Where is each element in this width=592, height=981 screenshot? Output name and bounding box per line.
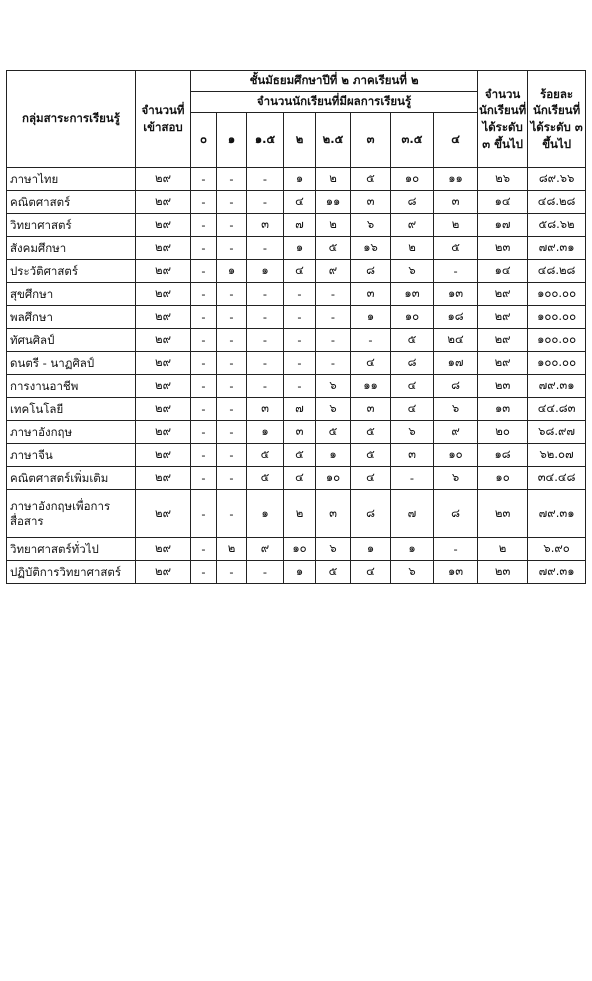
grade-count-cell: ๕ — [434, 237, 478, 260]
grade-count-cell: - — [316, 329, 351, 352]
grade-count-cell: - — [191, 421, 217, 444]
grade-count-cell: ๙ — [316, 260, 351, 283]
percent-above-cell: ๖๒.๐๗ — [528, 444, 586, 467]
percent-above-header: ร้อยละนักเรียนที่ได้ระดับ ๓ ขึ้นไป — [528, 71, 586, 168]
table-row — [7, 538, 586, 561]
subject-cell: ประวัติศาสตร์ — [7, 260, 136, 283]
grade-count-cell: - — [217, 398, 247, 421]
grade-count-cell: - — [247, 283, 284, 306]
subject-cell: คณิตศาสตร์เพิ่มเติม — [7, 467, 136, 490]
exam-count-header: จำนวนที่เข้าสอบ — [136, 71, 191, 168]
grade-count-cell: - — [191, 191, 217, 214]
grade-count-cell: ๒๔ — [434, 329, 478, 352]
grade-count-cell: - — [217, 237, 247, 260]
grade-count-cell: ๔ — [284, 467, 316, 490]
grade-count-cell: ๓ — [351, 191, 391, 214]
count-above-cell: ๑๗ — [478, 214, 528, 237]
subject-cell: ภาษาไทย — [7, 168, 136, 191]
grade-header: ๓.๕ — [391, 113, 434, 168]
grade-summary-table — [6, 70, 586, 584]
grade-count-cell: - — [434, 260, 478, 283]
grade-count-cell: - — [217, 191, 247, 214]
grade-count-cell: - — [247, 561, 284, 584]
grade-header: ๔ — [434, 113, 478, 168]
grade-count-cell: ๑๐ — [434, 444, 478, 467]
grade-count-cell: - — [217, 490, 247, 538]
grade-count-cell: ๑๗ — [434, 352, 478, 375]
exam-count-cell: ๒๙ — [136, 421, 191, 444]
exam-count-cell: ๒๙ — [136, 467, 191, 490]
grade-count-cell: - — [191, 329, 217, 352]
grade-count-cell: - — [217, 306, 247, 329]
table-row — [7, 168, 586, 191]
count-above-cell: ๒๖ — [478, 168, 528, 191]
grade-count-cell: - — [191, 398, 217, 421]
grade-count-cell: ๘ — [434, 375, 478, 398]
grade-count-cell: - — [191, 561, 217, 584]
subject-cell: ทัศนศิลป์ — [7, 329, 136, 352]
grade-count-cell: - — [217, 214, 247, 237]
grade-count-cell: ๖ — [351, 214, 391, 237]
grade-count-cell: ๔ — [351, 561, 391, 584]
table-row — [7, 490, 586, 538]
exam-count-cell: ๒๙ — [136, 538, 191, 561]
count-above-cell: ๒ — [478, 538, 528, 561]
subject-cell: สังคมศึกษา — [7, 237, 136, 260]
exam-count-cell: ๒๙ — [136, 375, 191, 398]
exam-count-cell: ๒๙ — [136, 329, 191, 352]
grade-count-cell: - — [191, 168, 217, 191]
grade-count-cell: ๘ — [351, 490, 391, 538]
exam-count-cell: ๒๙ — [136, 168, 191, 191]
grade-count-cell: - — [434, 538, 478, 561]
grade-header: ๒.๕ — [316, 113, 351, 168]
grade-count-cell: ๖ — [391, 260, 434, 283]
grade-count-cell: ๕ — [316, 237, 351, 260]
grade-count-cell: ๔ — [391, 398, 434, 421]
exam-count-cell: ๒๙ — [136, 283, 191, 306]
grade-count-cell: - — [217, 421, 247, 444]
grade-count-cell: - — [217, 467, 247, 490]
table-row — [7, 214, 586, 237]
grade-count-cell: - — [247, 329, 284, 352]
grade-count-cell: - — [217, 283, 247, 306]
grade-count-cell: - — [191, 490, 217, 538]
percent-above-cell: ๑๐๐.๐๐ — [528, 329, 586, 352]
grade-header: ๓ — [351, 113, 391, 168]
percent-above-cell: ๑๐๐.๐๐ — [528, 283, 586, 306]
grade-count-cell: ๓ — [316, 490, 351, 538]
grade-count-cell: ๑๑ — [316, 191, 351, 214]
count-above-cell: ๒๓ — [478, 375, 528, 398]
table-row — [7, 191, 586, 214]
subject-cell: ปฏิบัติการวิทยาศาสตร์ — [7, 561, 136, 584]
percent-above-cell: ๑๐๐.๐๐ — [528, 306, 586, 329]
grade-count-cell: ๑๐ — [284, 538, 316, 561]
grade-count-cell: ๘ — [434, 490, 478, 538]
grade-count-cell: - — [284, 283, 316, 306]
grade-count-cell: ๑ — [217, 260, 247, 283]
grade-count-cell: ๕ — [316, 561, 351, 584]
grade-count-cell: - — [247, 191, 284, 214]
grade-count-cell: ๒ — [284, 490, 316, 538]
table-row — [7, 375, 586, 398]
grade-count-cell: - — [247, 352, 284, 375]
grade-count-cell: - — [191, 237, 217, 260]
subject-cell: วิทยาศาสตร์ทั่วไป — [7, 538, 136, 561]
grade-count-cell: - — [191, 352, 217, 375]
grade-count-cell: ๑ — [351, 306, 391, 329]
table-row — [7, 398, 586, 421]
exam-count-cell: ๒๙ — [136, 561, 191, 584]
grade-count-cell: ๒ — [316, 214, 351, 237]
grade-count-cell: ๑๘ — [434, 306, 478, 329]
exam-count-cell: ๒๙ — [136, 191, 191, 214]
grade-count-cell: - — [191, 467, 217, 490]
count-above-cell: ๒๙ — [478, 306, 528, 329]
exam-count-cell: ๒๙ — [136, 490, 191, 538]
grade-count-cell: ๓ — [434, 191, 478, 214]
grade-count-cell: ๕ — [351, 444, 391, 467]
grade-count-cell: - — [191, 306, 217, 329]
grade-count-cell: ๑๓ — [434, 283, 478, 306]
percent-above-cell: ๗๙.๓๑ — [528, 237, 586, 260]
table-row — [7, 421, 586, 444]
percent-above-cell: ๕๘.๖๒ — [528, 214, 586, 237]
grade-count-cell: ๕ — [351, 421, 391, 444]
grade-count-cell: ๗ — [391, 490, 434, 538]
grade-count-cell: ๒ — [316, 168, 351, 191]
exam-count-cell: ๒๙ — [136, 306, 191, 329]
grade-count-cell: - — [217, 352, 247, 375]
grade-count-cell: ๒ — [391, 237, 434, 260]
grade-count-cell: - — [284, 306, 316, 329]
percent-above-cell: ๘๙.๖๖ — [528, 168, 586, 191]
grade-count-cell: ๓ — [247, 398, 284, 421]
grade-count-cell: - — [316, 283, 351, 306]
grade-count-cell: ๓ — [284, 421, 316, 444]
exam-count-cell: ๒๙ — [136, 237, 191, 260]
count-above-cell: ๑๔ — [478, 260, 528, 283]
grade-header: ๑ — [217, 113, 247, 168]
grade-count-cell: - — [247, 168, 284, 191]
grade-count-cell: ๑๑ — [434, 168, 478, 191]
grade-count-cell: - — [191, 538, 217, 561]
subject-cell: เทคโนโลยี — [7, 398, 136, 421]
count-above-cell: ๑๔ — [478, 191, 528, 214]
grade-count-cell: ๑๓ — [391, 283, 434, 306]
count-above-cell: ๒๙ — [478, 329, 528, 352]
subject-group-header: กลุ่มสาระการเรียนรู้ — [7, 71, 136, 168]
percent-above-cell: ๔๘.๒๘ — [528, 191, 586, 214]
table-row — [7, 283, 586, 306]
grade-count-cell: - — [191, 375, 217, 398]
result-title-header: จำนวนนักเรียนที่มีผลการเรียนรู้ — [191, 92, 478, 113]
grade-count-cell: ๓ — [391, 444, 434, 467]
grade-count-cell: ๖ — [316, 398, 351, 421]
grade-count-cell: ๕ — [391, 329, 434, 352]
grade-count-cell: ๔ — [391, 375, 434, 398]
grade-count-cell: - — [247, 375, 284, 398]
grade-count-cell: - — [191, 260, 217, 283]
percent-above-cell: ๔๔.๘๓ — [528, 398, 586, 421]
table-body — [7, 168, 586, 584]
table-row — [7, 561, 586, 584]
grade-header: ๐ — [191, 113, 217, 168]
table-row — [7, 467, 586, 490]
count-above-cell: ๒๙ — [478, 352, 528, 375]
grade-header: ๑.๕ — [247, 113, 284, 168]
subject-cell: วิทยาศาสตร์ — [7, 214, 136, 237]
grade-count-cell: ๘ — [391, 352, 434, 375]
grade-count-cell: ๒ — [217, 538, 247, 561]
grade-count-cell: ๔ — [351, 352, 391, 375]
grade-count-cell: ๖ — [391, 421, 434, 444]
grade-count-cell: ๕ — [247, 467, 284, 490]
grade-count-cell: ๑๓ — [434, 561, 478, 584]
term-title-header: ชั้นมัธยมศึกษาปีที่ ๒ ภาคเรียนที่ ๒ — [191, 71, 478, 92]
grade-count-cell: - — [247, 237, 284, 260]
grade-count-cell: ๑๐ — [391, 168, 434, 191]
table-row — [7, 260, 586, 283]
grade-count-cell: - — [191, 214, 217, 237]
grade-count-cell: ๑ — [316, 444, 351, 467]
percent-above-cell: ๓๔.๔๘ — [528, 467, 586, 490]
exam-count-cell: ๒๙ — [136, 214, 191, 237]
count-above-cell: ๑๐ — [478, 467, 528, 490]
exam-count-cell: ๒๙ — [136, 398, 191, 421]
grade-count-cell: ๖ — [316, 538, 351, 561]
grade-count-cell: ๓ — [351, 283, 391, 306]
grade-count-cell: - — [284, 352, 316, 375]
grade-count-cell: ๑ — [284, 561, 316, 584]
grade-count-cell: ๕ — [247, 444, 284, 467]
table-row — [7, 306, 586, 329]
grade-count-cell: - — [247, 306, 284, 329]
grade-count-cell: ๔ — [351, 467, 391, 490]
exam-count-cell: ๒๙ — [136, 352, 191, 375]
count-above-cell: ๑๓ — [478, 398, 528, 421]
grade-count-cell: ๗ — [284, 398, 316, 421]
grade-count-cell: ๘ — [351, 260, 391, 283]
grade-count-cell: - — [217, 329, 247, 352]
grade-count-cell: - — [316, 306, 351, 329]
grade-count-cell: ๖ — [316, 375, 351, 398]
grade-count-cell: ๙ — [247, 538, 284, 561]
grade-count-cell: ๑๑ — [351, 375, 391, 398]
grade-count-cell: ๒ — [434, 214, 478, 237]
table-row — [7, 352, 586, 375]
count-above-cell: ๒๓ — [478, 561, 528, 584]
grade-count-cell: - — [284, 329, 316, 352]
grade-count-cell: ๓ — [247, 214, 284, 237]
grade-count-cell: ๗ — [284, 214, 316, 237]
subject-cell: คณิตศาสตร์ — [7, 191, 136, 214]
grade-count-cell: ๕ — [284, 444, 316, 467]
exam-count-cell: ๒๙ — [136, 444, 191, 467]
subject-cell: ดนตรี - นาฏศิลป์ — [7, 352, 136, 375]
grade-count-cell: ๔ — [284, 191, 316, 214]
percent-above-cell: ๔๘.๒๘ — [528, 260, 586, 283]
count-above-cell: ๒๓ — [478, 237, 528, 260]
percent-above-cell: ๗๙.๓๑ — [528, 561, 586, 584]
grade-count-cell: ๘ — [391, 191, 434, 214]
grade-count-cell: ๖ — [434, 467, 478, 490]
grade-count-cell: - — [284, 375, 316, 398]
grade-count-cell: ๕ — [351, 168, 391, 191]
grade-count-cell: ๑ — [284, 168, 316, 191]
subject-cell: ภาษาอังกฤษ — [7, 421, 136, 444]
grade-count-cell: - — [351, 329, 391, 352]
grade-count-cell: ๑ — [284, 237, 316, 260]
grade-count-cell: ๑๖ — [351, 237, 391, 260]
grade-count-cell: ๙ — [391, 214, 434, 237]
grade-count-cell: ๑ — [391, 538, 434, 561]
table-row — [7, 237, 586, 260]
grade-count-cell: ๑ — [247, 490, 284, 538]
grade-count-cell: ๑ — [247, 260, 284, 283]
grade-count-cell: ๔ — [284, 260, 316, 283]
subject-cell: ภาษาจีน — [7, 444, 136, 467]
grade-count-cell: - — [217, 444, 247, 467]
count-above-header: จำนวนนักเรียนที่ได้ระดับ ๓ ขึ้นไป — [478, 71, 528, 168]
grade-count-cell: - — [316, 352, 351, 375]
grade-count-cell: ๖ — [391, 561, 434, 584]
grade-count-cell: ๕ — [316, 421, 351, 444]
percent-above-cell: ๖.๙๐ — [528, 538, 586, 561]
count-above-cell: ๒๓ — [478, 490, 528, 538]
percent-above-cell: ๗๙.๓๑ — [528, 375, 586, 398]
grade-count-cell: ๑๐ — [391, 306, 434, 329]
percent-above-cell: ๗๙.๓๑ — [528, 490, 586, 538]
grade-count-cell: ๑๐ — [316, 467, 351, 490]
grade-count-cell: ๙ — [434, 421, 478, 444]
table-row — [7, 444, 586, 467]
count-above-cell: ๒๙ — [478, 283, 528, 306]
grade-header: ๒ — [284, 113, 316, 168]
grade-count-cell: ๓ — [351, 398, 391, 421]
percent-above-cell: ๑๐๐.๐๐ — [528, 352, 586, 375]
grade-count-cell: - — [191, 444, 217, 467]
count-above-cell: ๑๘ — [478, 444, 528, 467]
grade-count-cell: - — [217, 168, 247, 191]
table-row — [7, 329, 586, 352]
subject-cell: สุขศึกษา — [7, 283, 136, 306]
grade-count-cell: - — [217, 561, 247, 584]
subject-cell: การงานอาชีพ — [7, 375, 136, 398]
grade-count-cell: - — [191, 283, 217, 306]
grade-count-cell: - — [217, 375, 247, 398]
count-above-cell: ๒๐ — [478, 421, 528, 444]
percent-above-cell: ๖๘.๙๗ — [528, 421, 586, 444]
grade-count-cell: ๑ — [351, 538, 391, 561]
grade-count-cell: ๖ — [434, 398, 478, 421]
exam-count-cell: ๒๙ — [136, 260, 191, 283]
grade-count-cell: - — [391, 467, 434, 490]
subject-cell: ภาษาอังกฤษเพื่อการสื่อสาร — [7, 490, 136, 538]
grade-count-cell: ๑ — [247, 421, 284, 444]
subject-cell: พลศึกษา — [7, 306, 136, 329]
